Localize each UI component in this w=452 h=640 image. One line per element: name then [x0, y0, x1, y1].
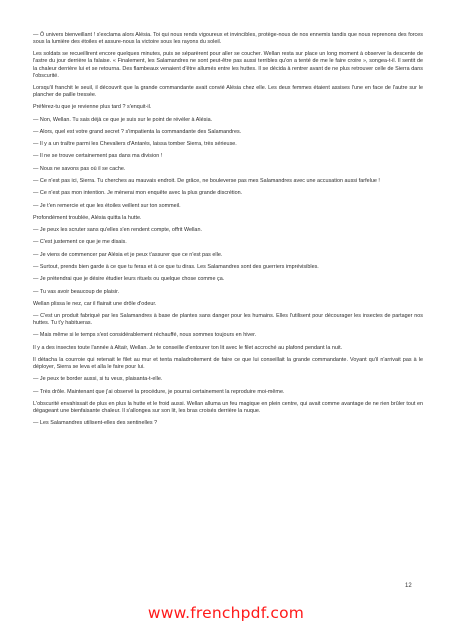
paragraph: Wellan plissa le nez, car il flairait une drôle d'odeur.: [33, 300, 157, 307]
paragraph: — Il y a un traître parmi les Chevaliers d'Antarès, laissa tomber Sierra, très sérieuse.: [33, 141, 237, 148]
paragraph: — C'est justement ce que je me disais.: [33, 239, 127, 246]
paragraph: — Tu vas avoir beaucoup de plaisir.: [33, 288, 120, 295]
paragraph: — C'est un produit fabriqué par les Salamandres à base de plantes sans danger pour les humains. Elles l'utilisent pour décourager les insectes de partager nos huttes. Tu t'y habitueras.: [33, 313, 423, 327]
paragraph: — Ce n'est pas mon intention. Je mènerai mon enquête avec la plus grande discrétion.: [33, 190, 243, 197]
paragraph: — Ô univers bienveillant ! s'exclama alors Alésia. Toi qui nous rends vigoureux et invincibles, protège-nous de nos ennemis tandis que nous reprenons des forces sous la lumière des étoiles et assure-nous la victoire sous les rayons du soleil.: [33, 32, 423, 46]
paragraph: Profondément troublée, Alésia quitta la hutte.: [33, 214, 142, 221]
document-body: [33, 32, 423, 433]
paragraph: — Je peux les scruter sans qu'elles s'en rendent compte, offrit Wellan.: [33, 227, 202, 234]
paragraph: — Les Salamandres utilisent-elles des sentinelles ?: [33, 420, 158, 427]
watermark-link[interactable]: www.frenchpdf.com: [147, 604, 305, 622]
paragraph: — Je viens de commencer par Alésia et je peux t'assurer que ce n'est pas elle.: [33, 251, 223, 258]
paragraph: — Il ne se trouve certainement pas dans ma division !: [33, 153, 163, 160]
paragraph: — Surtout, prends bien garde à ce que tu feras et à ce que tu diras. Les Salamandres sont des guerriers imprévisibles.: [33, 263, 319, 270]
paragraph: — Je peux te border aussi, si tu veux, plaisanta-t-elle.: [33, 376, 163, 383]
paragraph: Il y a des insectes toute l'année à Altaïr, Wellan. Je te conseille d'entourer ton lit avec le filet accroché au plafond pendant la nuit.: [33, 344, 343, 351]
paragraph: — Très drôle. Maintenant que j'ai observé la procédure, je pourrai certainement la reproduire moi-même.: [33, 388, 285, 395]
paragraph: — Ce n'est pas ici, Sierra. Tu cherches au mauvais endroit. De grâce, ne bouleverse pas mes Salamandres avec une accusation aussi farfelue !: [33, 178, 380, 184]
paragraph: L'obscurité envahissait de plus en plus la hutte et le froid aussi. Wellan alluma un feu magique en plein centre, qui avait comme avantage de ne rien brûler tout en dégageant une bienfaisante chaleur. Il s'allongea sur son lit, les bras croisés derrière la nuque.: [33, 400, 423, 415]
paragraph: Les soldats se recueillirent encore quelques minutes, puis se séparèrent pour aller se coucher. Wellan resta sur place un long moment à observer la descente de l'astre du jour derrière la falaise. « Finalement, les Salamandres ne sont peut-être pas aussi terribles qu'on a tenté de me le faire croire », songea-t-il. Il sentit de la chaleur derrière lui et se retourna. Des flambeaux venaient d'être allumés entre les huttes. Il se décida à rentrer avant de ne plus retrouver celle de Sierra dans l'obscurité.: [33, 51, 423, 79]
paragraph: — Alors, quel est votre grand secret ? s'impatienta la commandante des Salamandres.: [33, 128, 242, 135]
paragraph: — Nous ne savons pas où il se cache.: [33, 165, 126, 172]
paragraph: Lorsqu'il franchit le seuil, il découvrit que la grande commandante avait convié Alésia chez elle. Les deux femmes étaient assises l'une en face de l'autre sur le plancher de paille tressée.: [33, 84, 423, 99]
paragraph: Il détacha la courroie qui retenait le filet au mur et tenta maladroitement de faire ce que lui conseillait la grande commandante. Voyant qu'il n'arrivait pas à le déployer, Sierra se leva et alla le faire pour lui.: [33, 357, 423, 371]
paragraph: — Je t'en remercie et que les étoiles veillent sur ton sommeil.: [33, 202, 181, 209]
page-number: 12: [405, 583, 412, 589]
paragraph: — Non, Wellan. Tu sais déjà ce que je suis sur le point de révéler à Alésia.: [33, 116, 213, 123]
paragraph: — Mais même si le temps s'est considérablement réchauffé, nous sommes toujours en hiver.: [33, 332, 257, 339]
paragraph: Préférez-tu que je revienne plus tard ? s'enquit-il.: [33, 104, 152, 111]
paragraph: — Je prétendrai que je désire étudier leurs rituels ou quelque chose comme ça.: [33, 276, 225, 283]
